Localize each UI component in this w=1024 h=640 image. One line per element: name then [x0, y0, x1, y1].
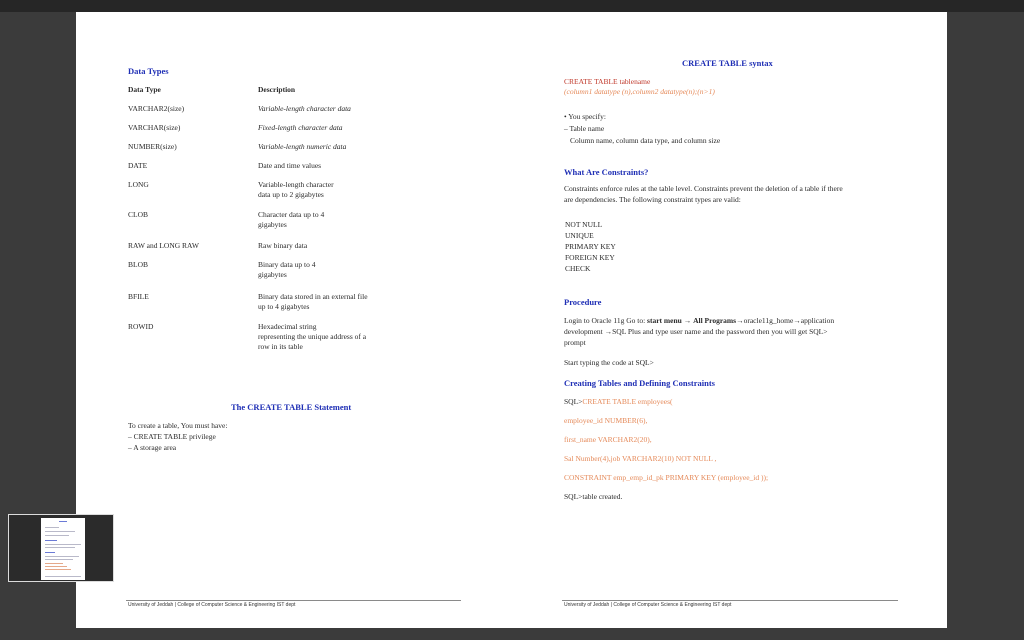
constraint-type: FOREIGN KEY: [565, 253, 615, 262]
constraint-type: NOT NULL: [565, 220, 603, 229]
type-cell: BFILE: [128, 292, 149, 301]
desc-cell: data up to 2 gigabytes: [258, 190, 324, 199]
procedure-heading: Procedure: [564, 297, 602, 307]
create-statement-heading: The CREATE TABLE Statement: [231, 402, 352, 412]
syntax-heading: CREATE TABLE syntax: [682, 58, 773, 68]
thumbnail-page-preview: [41, 518, 85, 580]
procedure-line: Login to Oracle 11g Go to: start menu → All Programs→oracle11g_home→application: [564, 316, 835, 325]
col-type-header: Data Type: [128, 85, 161, 94]
desc-cell: Raw binary data: [258, 241, 308, 250]
desc-cell: Binary data up to 4: [258, 260, 316, 269]
desc-cell: Variable-length numeric data: [258, 142, 347, 151]
specify-line: Column name, column data type, and column size: [570, 136, 721, 145]
constraint-type: CHECK: [565, 264, 591, 273]
sql-line: Sal Number(4),job VARCHAR2(10) NOT NULL ,: [564, 454, 717, 463]
desc-cell: gigabytes: [258, 220, 287, 229]
sql-line: first_name VARCHAR2(20),: [564, 435, 652, 444]
procedure-line: development →SQL Plus and type user name and the password then you will get SQL>: [564, 327, 828, 336]
type-cell: ROWID: [128, 322, 154, 331]
footer-divider: [562, 600, 898, 601]
constraints-text: Constraints enforce rules at the table level. Constraints prevent the deletion of a table if there: [564, 184, 843, 193]
type-cell: BLOB: [128, 260, 149, 269]
sql-result: SQL>table created.: [564, 492, 623, 501]
footer-text: University of Jeddah | College of Computer Science & Engineering IST dept: [564, 602, 732, 608]
type-cell: NUMBER(size): [128, 142, 177, 151]
type-cell: CLOB: [128, 210, 149, 219]
create-requirement-line: – CREATE TABLE privilege: [128, 432, 216, 441]
footer-divider: [126, 600, 461, 601]
desc-cell: Date and time values: [258, 161, 322, 170]
desc-cell: gigabytes: [258, 270, 287, 279]
type-cell: VARCHAR2(size): [128, 104, 185, 113]
specify-line: – Table name: [564, 124, 605, 133]
desc-cell: Character data up to 4: [258, 210, 325, 219]
desc-cell: Variable-length character data: [258, 104, 351, 113]
data-types-heading: Data Types: [128, 66, 169, 76]
specify-line: • You specify:: [564, 112, 607, 121]
type-cell: VARCHAR(size): [128, 123, 181, 132]
type-cell: RAW and LONG RAW: [128, 241, 199, 250]
constraints-heading: What Are Constraints?: [564, 167, 649, 177]
desc-cell: Hexadecimal string: [258, 322, 317, 331]
desc-cell: Variable-length character: [258, 180, 334, 189]
footer-text: University of Jeddah | College of Computer Science & Engineering IST dept: [128, 602, 296, 608]
procedure-line: prompt: [564, 338, 586, 347]
desc-cell: representing the unique address of a: [258, 332, 367, 341]
sql-line: SQL>CREATE TABLE employees(: [564, 397, 673, 406]
sql-line: CONSTRAINT emp_emp_id_pk PRIMARY KEY (employee_id ));: [564, 473, 769, 482]
syntax-line: (column1 datatype (n),column2 datatype(n);(n>1): [564, 87, 715, 96]
constraints-text: are dependencies. The following constraint types are valid:: [564, 195, 741, 204]
type-cell: LONG: [128, 180, 149, 189]
document-page: [76, 12, 947, 628]
create-requirement-line: – A storage area: [128, 443, 177, 452]
constraint-type: UNIQUE: [565, 231, 594, 240]
desc-cell: Fixed-length character data: [258, 123, 343, 132]
constraint-type: PRIMARY KEY: [565, 242, 616, 251]
desc-cell: row in its table: [258, 342, 303, 351]
col-desc-header: Description: [258, 85, 296, 94]
sql-line: employee_id NUMBER(6),: [564, 416, 648, 425]
desc-cell: up to 4 gigabytes: [258, 302, 310, 311]
desc-cell: Binary data stored in an external file: [258, 292, 368, 301]
type-cell: DATE: [128, 161, 148, 170]
viewer-top-bar: [0, 0, 1024, 12]
create-requirement-line: To create a table, You must have:: [128, 421, 228, 430]
start-typing-text: Start typing the code at SQL>: [564, 358, 654, 367]
creating-tables-heading: Creating Tables and Defining Constraints: [564, 378, 715, 388]
page-thumbnail[interactable]: [8, 514, 114, 582]
syntax-line: CREATE TABLE tablename: [564, 77, 651, 86]
